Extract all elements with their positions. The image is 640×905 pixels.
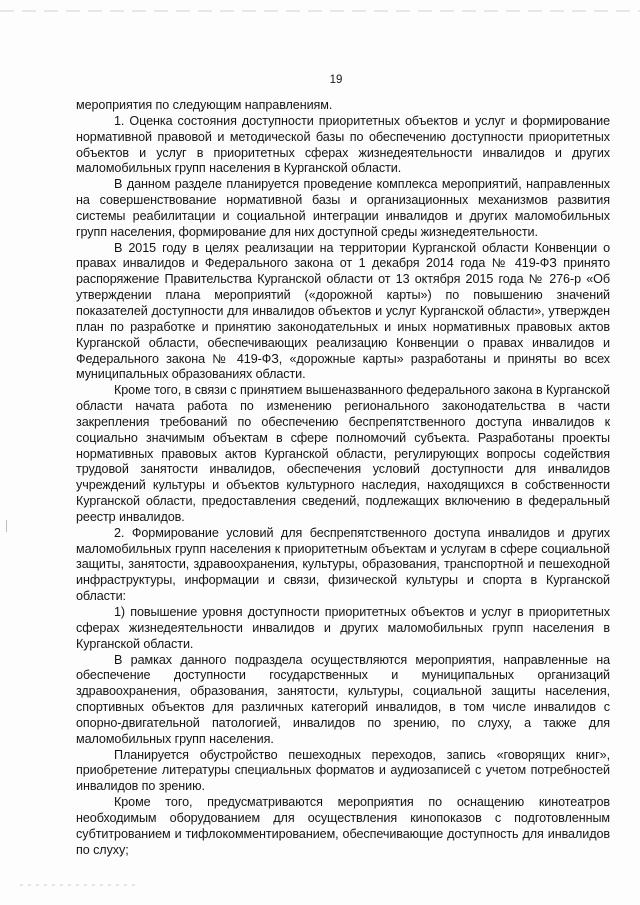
paragraph: В 2015 году в целях реализации на территории Курганской области Конвенции о правах инвалидов и Федерального закона от 1 декабря 2014 года № 419-ФЗ принято распоряжение Правительства Курганской области от 13 октября 2015 года № 276-р «Об утверждении плана мероприятий («дорожной карты») по повышению значений показателей доступности для инвалидов объектов и услуг Курганской области», утвержден план по разработке и принятию законодательных и иных нормативных правовых актов Курганской области, обеспечивающих реализацию Конвенции о правах инвалидов и Федерального закона № 419-ФЗ, «дорожные карты» разработаны и приняты во всех муниципальных образованиях области.	[76, 240, 610, 382]
paragraph: В рамках данного подраздела осуществляются мероприятия, направленные на обеспечение доступности государственных и муниципальных организаций здравоохранения, образования, занятости, культуры, социальной защиты населения, спортивных объектов для различных категорий инвалидов, в том числе инвалидов с опорно-двигательной патологией, инвалидов по зрению, по слуху, а также для маломобильных групп населения.	[76, 652, 610, 746]
scan-edge-top	[0, 10, 640, 12]
page-number: 19	[329, 74, 343, 86]
paragraph-section-1: 1. Оценка состояния доступности приоритетных объектов и услуг и формирование нормативной правовой и методической базы по обеспечению доступности приоритетных объектов и услуг в приоритетных сферах жизнедеятельности инвалидов и других маломобильных групп населения в Курганской области.	[76, 113, 610, 176]
paragraph-section-2: 2. Формирование условий для беспрепятственного доступа инвалидов и других маломобильных групп населения к приоритетным объектам и услугам в сфере социальной защиты, занятости, здравоохранения, культуры, образования, транспортной и пешеходной инфраструктуры, информации и связи, физической культуры и спорта в Курганской области:	[76, 525, 610, 604]
document-body	[76, 98, 610, 859]
paragraph: В данном разделе планируется проведение комплекса мероприятий, направленных на совершенствование нормативной базы и организационных механизмов развития системы реабилитации и социальной интеграции инвалидов и других маломобильных групп населения, формирование для них доступной среды жизнедеятельности.	[76, 177, 610, 239]
scan-margin-mark	[6, 520, 7, 532]
paragraph-subsection-1: 1) повышение уровня доступности приоритетных объектов и услуг в приоритетных сферах жизнедеятельности инвалидов и других маломобильных групп населения в Курганской области.	[76, 605, 610, 651]
paragraph: Кроме того, в связи с принятием вышеназванного федерального закона в Курганской области начата работа по изменению регионального законодательства в части закрепления требований по обеспечению беспрепятственного доступа инвалидов к социально значимым объектам в сфере полномочий субъекта. Разработаны проекты нормативных правовых актов Курганской области, регулирующих вопросы содействия трудовой занятости инвалидов, обеспечения условий доступности для инвалидов учреждений культуры и объектов культурного наследия, находящихся в собственности Курганской области, предоставления сведений, подлежащих включению в федеральный реестр инвалидов.	[76, 383, 610, 524]
paragraph: Кроме того, предусматриваются мероприятия по оснащению кинотеатров необходимым оборудованием для осуществления кинопоказов с подготовленным субтитрованием и тифлокомментированием, обеспечивающие доступность для инвалидов по слуху;	[76, 795, 610, 857]
scan-edge-bottom	[20, 884, 140, 886]
paragraph: Планируется обустройство пешеходных переходов, запись «говорящих книг», приобретение литературы специальных форматов и аудиозаписей с учетом потребностей инвалидов по зрению.	[76, 747, 610, 794]
paragraph-continuation: мероприятия по следующим направлениям.	[76, 98, 333, 112]
